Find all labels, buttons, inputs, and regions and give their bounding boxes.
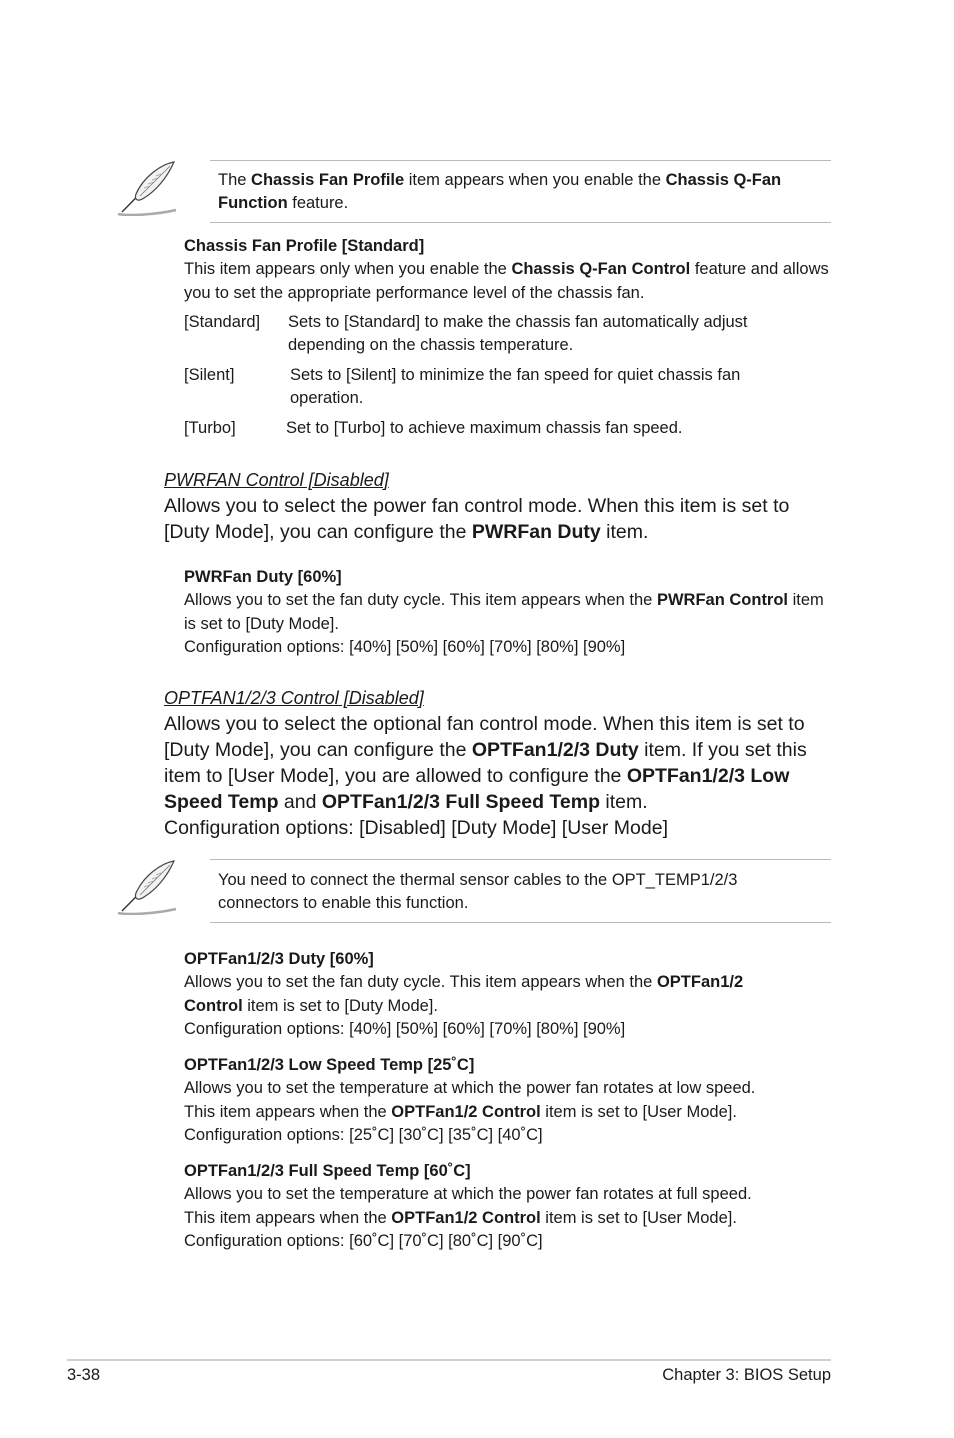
optfan-full-speed-desc-line2: This item appears when the OPTFan1/2 Control item is set to [User Mode]. — [184, 1208, 737, 1227]
optfan-low-speed-config: Configuration options: [25˚C] [30˚C] [35˚C] [40˚C] — [184, 1125, 543, 1144]
page-number: 3-38 — [67, 1366, 101, 1384]
pwrfan-duty-desc: Allows you to set the fan duty cycle. This item appears when the PWRFan Control item is set to [Duty Mode]. — [184, 591, 824, 633]
note-top-rule — [210, 859, 831, 860]
optfan-full-speed-section — [184, 1160, 834, 1253]
optfan-low-speed-section — [184, 1054, 834, 1147]
optfan-low-speed-desc-line1: Allows you to set the temperature at which the power fan rotates at low speed. — [184, 1079, 756, 1098]
optfan-duty-config: Configuration options: [40%] [50%] [60%] [70%] [80%] [90%] — [184, 1019, 626, 1038]
optfan-full-speed-desc-line1: Allows you to set the temperature at which the power fan rotates at full speed. — [184, 1185, 752, 1204]
optfan-control-config: Configuration options: [Disabled] [Duty Mode] [User Mode] — [164, 817, 669, 839]
pwrfan-control-desc: Allows you to select the power fan control mode. When this item is set to [Duty Mode], you can configure the PWRFan Duty item. — [164, 495, 790, 543]
pwrfan-duty-config: Configuration options: [40%] [50%] [60%] [70%] [80%] [90%] — [184, 637, 626, 656]
optfan-low-speed-desc-line2: This item appears when the OPTFan1/2 Control item is set to [User Mode]. — [184, 1102, 737, 1121]
chassis-fan-profile-desc: This item appears only when you enable the Chassis Q-Fan Control feature and allows you to set the appropriate performance level of the chassis fan. — [184, 260, 829, 302]
chapter-title: Chapter 3: BIOS Setup — [662, 1366, 831, 1384]
note-bottom-rule — [210, 922, 831, 923]
note-feather-icon — [114, 158, 180, 216]
optfan-duty-desc: Allows you to set the fan duty cycle. This item appears when the OPTFan1/2 Control item is set to [Duty Mode]. — [184, 973, 744, 1015]
chassis-fan-profile-section — [184, 235, 834, 305]
note-feather-icon — [114, 857, 180, 915]
option-key-turbo: [Turbo] — [184, 419, 236, 437]
pwrfan-duty-section — [184, 566, 834, 659]
optfan-full-speed-config: Configuration options: [60˚C] [70˚C] [80˚C] [90˚C] — [184, 1231, 543, 1250]
note-thermal-sensor: You need to connect the thermal sensor cables to the OPT_TEMP1/2/3 connectors to enable this function. — [218, 871, 738, 912]
note-bottom-rule — [210, 222, 831, 223]
note-chassis-fan-profile: The Chassis Fan Profile item appears when you enable the Chassis Q-Fan Function feature. — [218, 171, 782, 212]
pwrfan-control-title: PWRFAN Control [Disabled] — [164, 470, 389, 490]
optfan-duty-title: OPTFan1/2/3 Duty [60%] — [184, 950, 374, 968]
optfan-full-speed-title: OPTFan1/2/3 Full Speed Temp [60˚C] — [184, 1162, 471, 1180]
footer-rule — [67, 1359, 831, 1361]
pwrfan-control-section — [164, 467, 824, 545]
option-text-silent: Sets to [Silent] to minimize the fan speed for quiet chassis fan operation. — [290, 366, 741, 408]
option-text-standard: Sets to [Standard] to make the chassis fan automatically adjust depending on the chassis temperature. — [288, 313, 748, 355]
option-key-silent: [Silent] — [184, 366, 235, 384]
optfan-control-title: OPTFAN1/2/3 Control [Disabled] — [164, 688, 424, 708]
option-text-turbo: Set to [Turbo] to achieve maximum chassis fan speed. — [286, 419, 683, 437]
optfan-control-desc: Allows you to select the optional fan control mode. When this item is set to [Duty Mode], you can configure the OPTFan1/2/3 Duty item. If you set this item to [User Mode], you are allowed to configure the OPTFan1/2/3 Low Speed Temp and OPTFan1/2/3 Full Speed Temp item. — [164, 713, 807, 813]
optfan-low-speed-title: OPTFan1/2/3 Low Speed Temp [25˚C] — [184, 1056, 475, 1074]
chassis-fan-profile-title: Chassis Fan Profile [Standard] — [184, 237, 425, 255]
optfan-control-section — [164, 685, 824, 841]
pwrfan-duty-title: PWRFan Duty [60%] — [184, 568, 342, 586]
note-top-rule — [210, 160, 831, 161]
optfan-duty-section — [184, 948, 834, 1041]
option-key-standard: [Standard] — [184, 313, 261, 331]
